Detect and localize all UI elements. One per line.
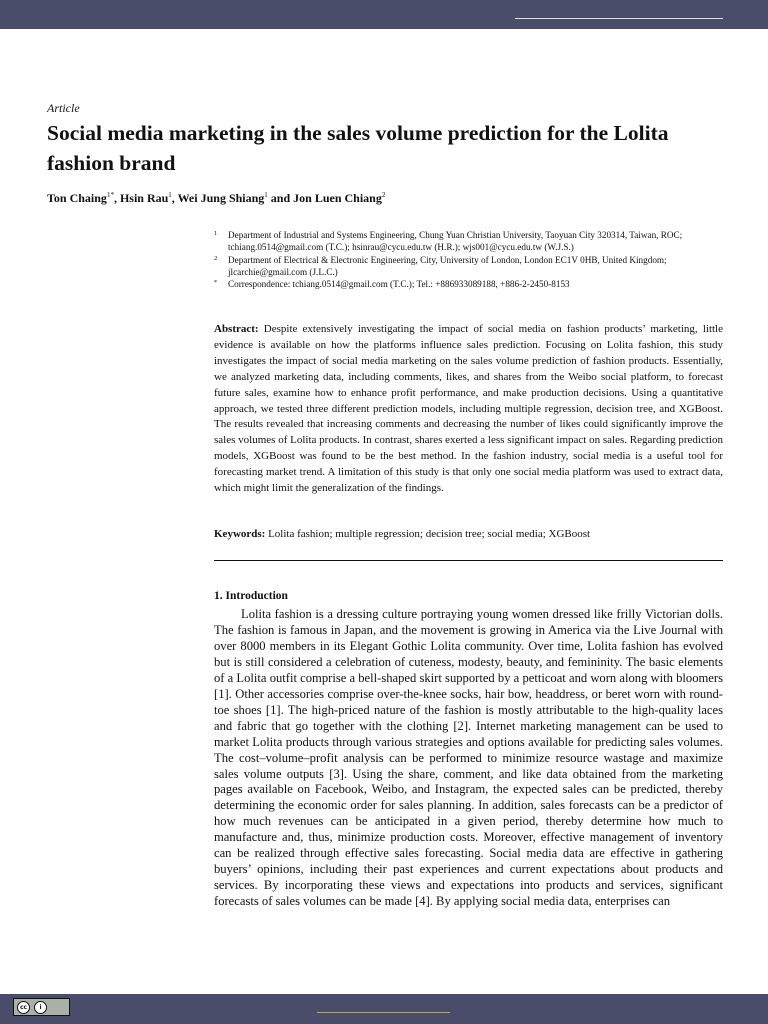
affiliation-text: Department of Industrial and Systems Engineering, Chung Yuan Christian University, Taoyuan City 320314, Taiwan, ROC; tchiang.0514@gmail.com (T.C.); hsinrau@cycu.edu.tw (H.R.); wjs001@cycu.edu.tw (W.J.S.) [228, 230, 683, 253]
article-type: Article [47, 101, 80, 115]
author-superscript: 2 [381, 191, 386, 199]
affiliation-marker: 1 [214, 230, 218, 237]
affiliation-marker: 2 [214, 254, 218, 262]
author-superscript: 1* [106, 191, 114, 199]
section-divider [214, 560, 723, 561]
affiliation-item [214, 254, 724, 279]
abstract-label: Abstract: [214, 323, 259, 335]
affiliation-item [214, 229, 724, 254]
abstract-text: Despite extensively investigating the impact of social media on fashion products’ marketing, little evidence is available on how the platforms influence sales prediction. Focusing on Lolita fashion, this study investigates the impact of social media marketing on the sales volume prediction of fashion products. Essentially, we analyzed marketing data, including comments, likes, and shares from the Weibo social platform, to forecast future sales, examine how to enhance profit performance, and make production decisions. Using a quantitative approach, we tested three different prediction models, including multiple regression, decision tree, and XGBoost. The results revealed that increasing comments and decreasing the number of likes could significantly improve the sales volumes of Lolita products. In contrast, shares exerted a less significant impact on sales. Regarding prediction models, XGBoost was found to be the best method. In the fashion industry, social media is a useful tool for forecasting market trend. A limitation of this study is that only one social media platform was used to extract data, which might limit the generalization of the findings. [214, 323, 723, 495]
affiliation-marker: * [214, 279, 218, 287]
author-name: Hsin Rau [119, 191, 169, 205]
keywords [214, 527, 723, 542]
author-name: Ton Chaing [47, 191, 107, 205]
author-superscript: 1 [168, 191, 172, 199]
correspondence [214, 278, 724, 290]
affiliation-text: Department of Electrical & Electronic Engineering, City, University of London, London EC1V 0HB, United Kingdom; jlcarchie@gmail.com (J.L.C.) [228, 254, 667, 277]
cc-icon: cc [17, 1001, 30, 1014]
author-list [47, 191, 385, 206]
affiliations [214, 229, 724, 290]
author-superscript: 1 [264, 191, 268, 199]
author-name: Wei Jung Shiang [177, 191, 265, 205]
article-title: Social media marketing in the sales volume prediction for the Lolita fashion brand [47, 121, 669, 175]
cc-license-badge[interactable] [13, 998, 70, 1016]
section-heading: 1. Introduction [214, 590, 288, 602]
abstract [214, 322, 723, 497]
header-rule [515, 18, 723, 19]
footer-rule [317, 1012, 450, 1013]
author-name: Jon Luen Chiang [293, 191, 382, 205]
author-separator: and [267, 191, 294, 205]
by-icon: i [34, 1001, 47, 1014]
keywords-label: Keywords: [214, 528, 266, 540]
journal-header-bar [0, 0, 768, 29]
correspondence-text: Correspondence: tchiang.0514@gmail.com (T.C.); Tel.: +886933089188, +886-2-2450-8153 [228, 279, 570, 290]
author-separator: , [113, 191, 120, 205]
keywords-text: Lolita fashion; multiple regression; decision tree; social media; XGBoost [268, 528, 591, 540]
author-separator: , [171, 191, 178, 205]
introduction-paragraph: Lolita fashion is a dressing culture portraying young women dressed like frilly Victorian dolls. The fashion is famous in Japan, and the movement is growing in America via the Live Journal with over 8000 members in its Elegant Gothic Lolita community. Over time, Lolita fashion has evolved but is still considered a celebration of cuteness, modesty, beauty, and femininity. The basic elements of a Lolita outfit comprise a bell-shaped skirt supported by a petticoat and worn along with bloomers [1]. Other accessories comprise over-the-knee socks, hair bow, headdress, or beret worn with round-toe shoes [1]. The high-priced nature of the fashion is mostly attributable to the high-quality laces and fabric that go together with the clothing [2]. Internet marketing management can be used to market Lolita products through various strategies and options available for predicting sales volumes. The cost–volume–profit analysis can be performed to minimize resource wastage and maximize sales volume outputs [3]. Using the share, comment, and like data obtained from the marketing pages available on Facebook, Weibo, and Instagram, the expected sales can be predicted, thereby determining the economic order for sales planning. In addition, sales forecasts can be a predictor of how much revenues can be anticipated in a given period, thereby determine how much to manufacture and, thus, minimize production costs. Moreover, effective management of inventory can be realized through effective sales forecasting. Social media data are effective in gathering buyers’ opinions, including their past experiences and current expectations about products and services. By incorporating these views and expectations into products and services, significant forecasts of sales volumes can be made [4]. By applying social media data, enterprises can [214, 607, 723, 909]
journal-footer-bar [0, 994, 768, 1024]
